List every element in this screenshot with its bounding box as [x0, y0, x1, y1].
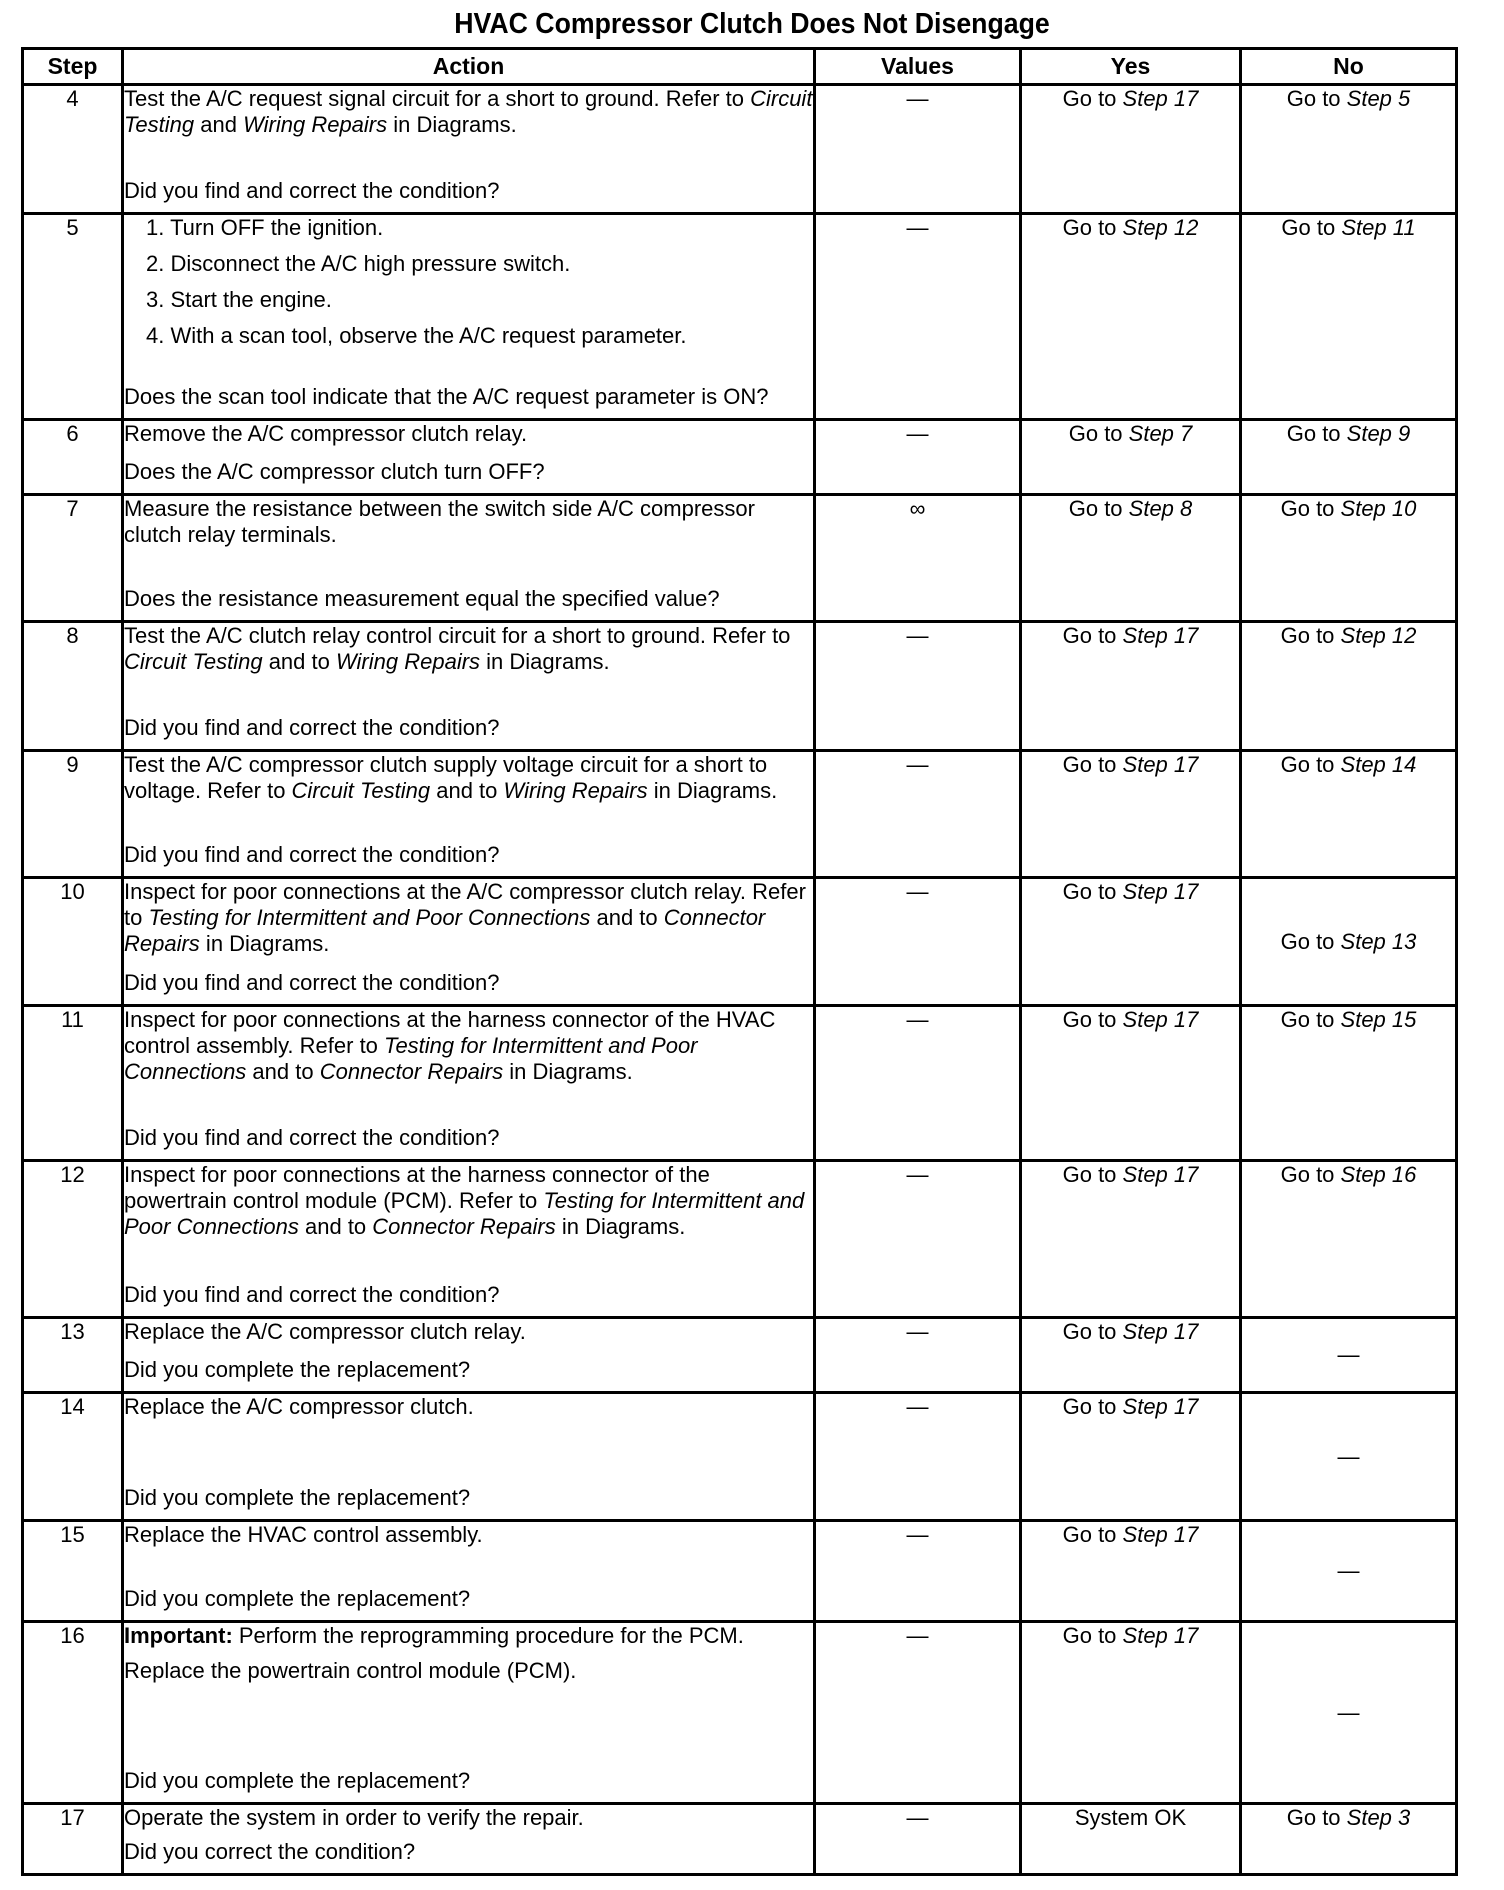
- column-header-no: No: [1241, 49, 1457, 85]
- yes-result-cell: [1021, 878, 1241, 1006]
- no-result-cell: [1241, 420, 1457, 495]
- value-cell: —: [815, 751, 1021, 878]
- column-header-yes: Yes: [1021, 49, 1241, 85]
- action-instructions: [124, 496, 813, 548]
- action-paragraph: [124, 1522, 813, 1548]
- action-question: Did you find and correct the condition?: [124, 1282, 500, 1307]
- action-cell: [123, 1804, 815, 1875]
- action-question: Did you find and correct the condition?: [124, 715, 500, 740]
- yes-result-text: Go to: [1062, 1522, 1123, 1547]
- step-number: 11: [23, 1006, 123, 1161]
- action-text: Inspect for poor connections at the harness connector of the HVAC control assembly. Refer to: [124, 1007, 776, 1058]
- step-number: 12: [23, 1161, 123, 1318]
- action-paragraph: [124, 1658, 813, 1684]
- reference-link-text: Testing for Intermittent and Poor Connections: [124, 1033, 698, 1084]
- value-cell: ∞: [815, 495, 1021, 622]
- value-cell: —: [815, 1006, 1021, 1161]
- yes-result-cell: [1021, 1622, 1241, 1804]
- value-cell: —: [815, 1521, 1021, 1622]
- value-cell: —: [815, 1622, 1021, 1804]
- yes-result-cell: [1021, 1318, 1241, 1393]
- action-cell: [123, 495, 815, 622]
- table-row: [23, 420, 1457, 495]
- action-text: in Diagrams.: [647, 778, 778, 803]
- table-row: [23, 1804, 1457, 1875]
- table-body: [23, 85, 1457, 1875]
- no-result-cell: [1241, 1318, 1457, 1393]
- no-step-link[interactable]: Step 14: [1340, 752, 1417, 777]
- action-text: Replace the HVAC control assembly.: [124, 1522, 483, 1547]
- action-cell: [123, 878, 815, 1006]
- action-paragraph: [124, 1623, 813, 1649]
- yes-result-text: Go to: [1062, 879, 1123, 904]
- yes-result-cell: [1021, 1521, 1241, 1622]
- action-cell: [123, 214, 815, 420]
- reference-link-text: Connector Repairs: [124, 905, 766, 956]
- action-instructions: [124, 421, 813, 447]
- no-step-link[interactable]: Step 10: [1340, 496, 1417, 521]
- action-instructions: [124, 752, 813, 804]
- table-row: [23, 1521, 1457, 1622]
- action-steps-list: [124, 215, 813, 349]
- reference-link-text: Testing for Intermittent and Poor Connections: [124, 1188, 805, 1239]
- yes-result-text: Go to: [1068, 421, 1129, 446]
- value-cell: —: [815, 1393, 1021, 1521]
- action-text: Inspect for poor connections at the A/C compressor clutch relay. Refer to: [124, 879, 806, 930]
- no-step-link[interactable]: Step 5: [1346, 86, 1411, 111]
- action-text: and to: [246, 1059, 320, 1084]
- step-number: 15: [23, 1521, 123, 1622]
- action-text: Test the A/C clutch relay control circuit for a short to ground. Refer to: [124, 623, 791, 648]
- yes-result-cell: [1021, 1006, 1241, 1161]
- action-question: Did you find and correct the condition?: [124, 842, 500, 867]
- reference-link-text: Connector Repairs: [319, 1059, 504, 1084]
- action-instructions: [124, 1522, 813, 1548]
- no-result-cell: [1241, 622, 1457, 751]
- no-result-text: —: [1337, 1443, 1360, 1469]
- no-result-text: —: [1337, 1558, 1360, 1583]
- table-row: [23, 751, 1457, 878]
- no-result-text: Go to: [1286, 86, 1347, 111]
- no-result-cell: [1241, 1521, 1457, 1622]
- action-text: Measure the resistance between the switch side A/C compressor clutch relay terminals.: [124, 496, 755, 547]
- reference-link-text: Circuit Testing: [291, 778, 431, 803]
- yes-step-link[interactable]: Step 17: [1122, 1007, 1199, 1032]
- yes-result-cell: [1021, 1804, 1241, 1875]
- yes-result-text: Go to: [1062, 1007, 1123, 1032]
- action-step-item: 4. With a scan tool, observe the A/C request parameter.: [146, 323, 687, 348]
- no-step-link[interactable]: Step 11: [1341, 215, 1416, 240]
- value-cell: —: [815, 1161, 1021, 1318]
- action-text: Replace the A/C compressor clutch.: [124, 1394, 474, 1419]
- no-result-cell: [1241, 1006, 1457, 1161]
- yes-result-text: Go to: [1062, 752, 1123, 777]
- action-text: Test the A/C compressor clutch supply voltage circuit for a short to voltage. Refer to: [124, 752, 768, 803]
- no-result-text: Go to: [1286, 421, 1347, 446]
- action-paragraph: [124, 421, 813, 447]
- reference-link-text: Wiring Repairs: [335, 649, 481, 674]
- no-result-cell: [1241, 751, 1457, 878]
- step-number: 10: [23, 878, 123, 1006]
- table-header-row: [23, 49, 1457, 85]
- no-result-text: Go to: [1280, 496, 1341, 521]
- action-question: Did you find and correct the condition?: [124, 1125, 500, 1150]
- reference-link-text: Wiring Repairs: [503, 778, 648, 803]
- step-number: 17: [23, 1804, 123, 1875]
- action-question: Did you complete the replacement?: [124, 1357, 471, 1382]
- value-cell: —: [815, 214, 1021, 420]
- yes-result-cell: [1021, 1161, 1241, 1318]
- no-result-text: —: [1337, 1699, 1360, 1725]
- no-step-link[interactable]: Step 15: [1340, 1007, 1417, 1032]
- no-result-cell: [1241, 85, 1457, 214]
- action-text: in Diagrams.: [387, 112, 517, 137]
- no-step-link[interactable]: Step 16: [1340, 1162, 1417, 1187]
- reference-link-text: Connector Repairs: [372, 1214, 556, 1239]
- yes-result-text: Go to: [1062, 1319, 1123, 1344]
- action-instructions: [124, 879, 813, 957]
- yes-result-text: Go to: [1062, 86, 1123, 111]
- table-row: [23, 85, 1457, 214]
- action-text: in Diagrams.: [480, 649, 610, 674]
- action-text: Test the A/C request signal circuit for a short to ground. Refer to: [124, 86, 751, 111]
- yes-result-cell: [1021, 85, 1241, 214]
- yes-result-cell: [1021, 622, 1241, 751]
- step-number: 16: [23, 1622, 123, 1804]
- yes-result-cell: [1021, 751, 1241, 878]
- action-paragraph: [124, 1394, 813, 1420]
- yes-step-link[interactable]: Step 17: [1122, 1623, 1199, 1648]
- table-row: [23, 1161, 1457, 1318]
- step-number: 4: [23, 85, 123, 214]
- yes-step-link[interactable]: Step 8: [1128, 496, 1193, 521]
- action-text: and to: [590, 905, 664, 930]
- table-row: [23, 1318, 1457, 1393]
- no-result-text: Go to: [1280, 752, 1341, 777]
- value-cell: —: [815, 85, 1021, 214]
- yes-step-link[interactable]: Step 17: [1122, 1522, 1199, 1547]
- action-paragraph: [124, 1805, 813, 1831]
- step-number: 6: [23, 420, 123, 495]
- action-cell: [123, 622, 815, 751]
- action-cell: [123, 1622, 815, 1804]
- yes-result-text: System OK: [1074, 1805, 1187, 1830]
- column-header-step: Step: [23, 49, 123, 85]
- no-result-text: Go to: [1280, 928, 1341, 954]
- action-cell: [123, 1161, 815, 1318]
- yes-step-link[interactable]: Step 17: [1122, 623, 1199, 648]
- no-step-link[interactable]: Step 3: [1346, 1805, 1411, 1830]
- reference-link-text: Circuit Testing: [124, 86, 813, 137]
- value-cell: —: [815, 878, 1021, 1006]
- no-result-text: Go to: [1286, 1805, 1347, 1830]
- action-step-item: 1. Turn OFF the ignition.: [146, 215, 384, 240]
- action-question: Did you complete the replacement?: [124, 1586, 471, 1611]
- table-row: [23, 214, 1457, 420]
- table-row: [23, 495, 1457, 622]
- action-text: in Diagrams.: [199, 931, 330, 956]
- action-question: Does the A/C compressor clutch turn OFF?: [124, 459, 545, 484]
- no-result-text: Go to: [1280, 623, 1341, 648]
- action-paragraph: [124, 879, 813, 957]
- yes-step-link[interactable]: Step 17: [1122, 879, 1199, 904]
- action-instructions: [124, 1805, 813, 1831]
- action-cell: [123, 1318, 815, 1393]
- action-paragraph: [124, 623, 813, 675]
- yes-result-text: Go to: [1062, 1623, 1123, 1648]
- step-number: 13: [23, 1318, 123, 1393]
- action-instructions: [124, 1162, 813, 1240]
- action-paragraph: [124, 1162, 813, 1240]
- action-cell: [123, 1521, 815, 1622]
- no-result-text: Go to: [1280, 1007, 1341, 1032]
- yes-result-text: Go to: [1068, 496, 1129, 521]
- yes-result-cell: [1021, 214, 1241, 420]
- yes-step-link[interactable]: Step 17: [1122, 86, 1199, 111]
- action-question: Did you complete the replacement?: [124, 1768, 471, 1793]
- yes-result-text: Go to: [1062, 1162, 1123, 1187]
- action-text: Operate the system in order to verify the repair.: [124, 1805, 584, 1830]
- column-header-action: Action: [123, 49, 815, 85]
- no-result-cell: [1241, 878, 1457, 1006]
- yes-result-text: Go to: [1062, 215, 1123, 240]
- action-question: Did you find and correct the condition?: [124, 970, 500, 995]
- yes-step-link[interactable]: Step 7: [1128, 421, 1193, 446]
- yes-step-link[interactable]: Step 17: [1122, 1319, 1199, 1344]
- column-header-values: Values: [815, 49, 1021, 85]
- no-result-cell: [1241, 1622, 1457, 1804]
- action-cell: [123, 1006, 815, 1161]
- yes-step-link[interactable]: Step 12: [1122, 215, 1199, 240]
- action-question: Did you correct the condition?: [124, 1839, 416, 1864]
- action-text: and to: [262, 649, 336, 674]
- action-step-item: 2. Disconnect the A/C high pressure switch.: [146, 251, 571, 276]
- yes-result-text: Go to: [1062, 1394, 1123, 1419]
- no-result-text: —: [1337, 1342, 1360, 1367]
- action-text: Replace the A/C compressor clutch relay.: [124, 1319, 526, 1344]
- table-row: [23, 1393, 1457, 1521]
- step-number: 8: [23, 622, 123, 751]
- reference-link-text: Testing for Intermittent and Poor Connections: [148, 905, 591, 930]
- no-result-cell: [1241, 495, 1457, 622]
- action-paragraph: [124, 1007, 813, 1085]
- action-instructions: [124, 623, 813, 675]
- no-step-link[interactable]: Step 12: [1340, 623, 1417, 648]
- action-text: and to: [430, 778, 504, 803]
- page-title: HVAC Compressor Clutch Does Not Disengage: [454, 8, 1050, 40]
- step-number: 7: [23, 495, 123, 622]
- step-number: 9: [23, 751, 123, 878]
- action-text: Replace the powertrain control module (PCM).: [124, 1658, 577, 1683]
- action-question: Did you complete the replacement?: [124, 1485, 471, 1510]
- value-cell: —: [815, 420, 1021, 495]
- action-instructions: [124, 215, 813, 359]
- yes-step-link[interactable]: Step 17: [1122, 1394, 1199, 1419]
- value-cell: —: [815, 1804, 1021, 1875]
- action-question: Does the scan tool indicate that the A/C request parameter is ON?: [124, 384, 769, 409]
- yes-step-link[interactable]: Step 17: [1122, 752, 1199, 777]
- action-text: Inspect for poor connections at the harness connector of the powertrain control module (PCM). Refer to: [124, 1162, 710, 1213]
- value-cell: —: [815, 622, 1021, 751]
- yes-result-cell: [1021, 420, 1241, 495]
- yes-step-link[interactable]: Step 17: [1122, 1162, 1199, 1187]
- action-instructions: [124, 1623, 813, 1684]
- no-result-text: Go to: [1281, 215, 1342, 240]
- action-question: Does the resistance measurement equal the specified value?: [124, 586, 720, 611]
- action-instructions: [124, 86, 813, 138]
- table-row: [23, 1006, 1457, 1161]
- action-paragraph: [124, 1319, 813, 1345]
- table-row: [23, 622, 1457, 751]
- action-text: and to: [298, 1214, 373, 1239]
- table-row: [23, 1622, 1457, 1804]
- action-text: in Diagrams.: [555, 1214, 686, 1239]
- action-cell: [123, 1393, 815, 1521]
- step-number: 5: [23, 214, 123, 420]
- action-paragraph: [124, 752, 813, 804]
- no-result-text: Go to: [1280, 1162, 1341, 1187]
- yes-result-cell: [1021, 1393, 1241, 1521]
- diagnostic-table: [21, 47, 1458, 1876]
- action-cell: [123, 751, 815, 878]
- value-cell: —: [815, 1318, 1021, 1393]
- no-result-cell: [1241, 1161, 1457, 1318]
- action-instructions: [124, 1007, 813, 1085]
- action-text: Perform the reprogramming procedure for the PCM.: [232, 1623, 744, 1648]
- action-cell: [123, 85, 815, 214]
- no-step-link[interactable]: Step 9: [1346, 421, 1411, 446]
- step-number: 14: [23, 1393, 123, 1521]
- no-result-cell: [1241, 214, 1457, 420]
- action-paragraph: [124, 496, 813, 548]
- table-row: [23, 878, 1457, 1006]
- action-text: in Diagrams.: [503, 1059, 633, 1084]
- action-text: Remove the A/C compressor clutch relay.: [124, 421, 528, 446]
- action-cell: [123, 420, 815, 495]
- important-label: Important:: [124, 1623, 233, 1648]
- reference-link-text: Wiring Repairs: [243, 112, 388, 137]
- no-result-cell: [1241, 1393, 1457, 1521]
- action-instructions: [124, 1394, 813, 1420]
- yes-result-cell: [1021, 495, 1241, 622]
- action-question: Did you find and correct the condition?: [124, 178, 500, 203]
- action-instructions: [124, 1319, 813, 1345]
- action-paragraph: [124, 86, 813, 138]
- no-result-cell: [1241, 1804, 1457, 1875]
- no-step-link[interactable]: Step 13: [1340, 928, 1417, 954]
- action-step-item: 3. Start the engine.: [146, 287, 332, 312]
- yes-result-text: Go to: [1062, 623, 1123, 648]
- action-text: and: [194, 112, 244, 137]
- reference-link-text: Circuit Testing: [124, 649, 263, 674]
